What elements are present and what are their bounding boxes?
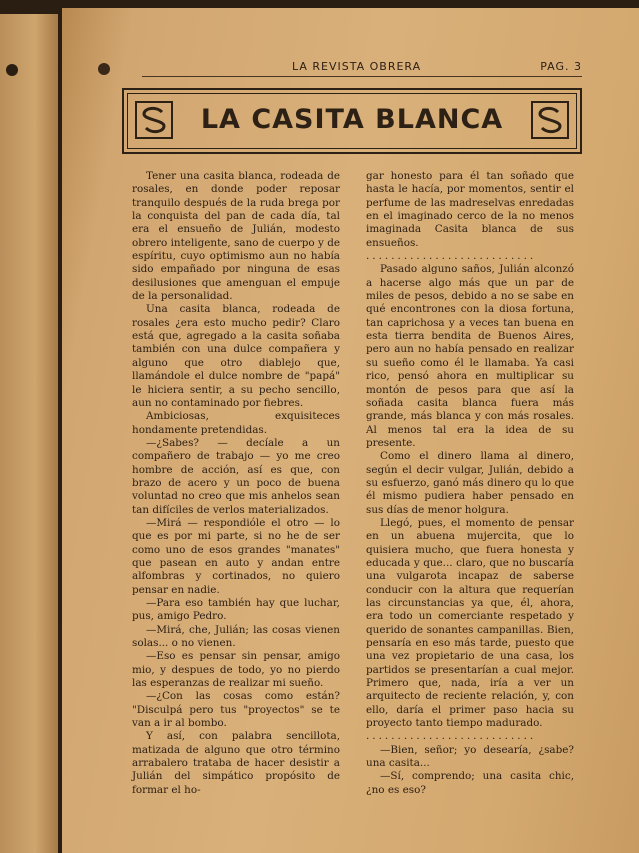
paragraph: Una casita blanca, rodeada de rosales ¿era esto mucho pedir? Claro está que, agregado a la casita soñaba también con una dulce compañera y alguno que otro diablejo que, llamándole el dulce nombre de "papá" le hiciera sentir, a su pecho sencillo, aun no contaminado por fiebres. (132, 303, 340, 409)
paragraph: —Bien, señor; yo desearía, ¿sabe? una casita... (366, 743, 574, 770)
title-frame (122, 88, 582, 154)
magazine-page (62, 8, 639, 853)
paragraph: Tener una casita blanca, rodeada de rosales, en donde poder reposar tranquilo después de la ruda brega por la conquista del pan de cada día, tal era el ensueño de Julián, modesto obrero inteligente, sano de cuerpo y de espíritu, cuyo optimismo aun no había sido empañado por ninguna de esas desilusiones que amenguan el empuje de la personalidad. (132, 170, 340, 303)
article-column-1 (132, 170, 340, 797)
article-title: LA CASITA BLANCA (200, 104, 504, 135)
paragraph: —Eso es pensar sin pensar, amigo mio, y despues de todo, yo no pierdo las esperanzas de realizar mi sueño. (132, 650, 340, 690)
paragraph: Ambiciosas, exquisiteces hondamente pretendidas. (132, 410, 340, 436)
paragraph: Llegó, pues, el momento de pensar en un abuena mujercita, que lo quisiera mucho, que fuera honesta y educada y que... claro, que no buscaría una vulgarota incapaz de saberse conducir con la altura que requerían las circunstancias ya que, él, ahora, era todo un comerciante respetado y querido de sonantes campanillas. Bien, pensaría en eso más tarde, puesto que una vez propietario de una casa, los partidos se presentarían a cual mejor. Primero que, nada, iría a ver un arquitecto de reciente relación, y, con ello, daría el primer paso hacia su proyecto tanto tiempo madurado. (366, 516, 574, 730)
binding-hole (6, 64, 18, 76)
page-number: PAG. 3 (540, 60, 582, 73)
paragraph: Y así, con palabra sencillota, matizada de alguno que otro término arrabalero trataba de hacer desistir a Julián del simpático propósito de formar el ho- (132, 730, 340, 796)
publication-name: LA REVISTA OBRERA (292, 60, 422, 73)
paragraph: —Mirá, che, Julián; las cosas vienen solas... o no vienen. (132, 623, 340, 650)
paragraph: —¿Con las cosas como están? "Disculpá pero tus "proyectos" se te van a ir al bombo. (132, 690, 340, 730)
paragraph: —Para eso también hay que luchar, pus, amigo Pedro. (132, 597, 340, 623)
binding-hole (98, 63, 110, 75)
paragraph: gar honesto para él tan soñado que hasta le hacía, por momentos, sentir el perfume de las madreselvas enredadas en el imaginado cerco de la no menos imaginada Casita blanca de sus ensueños. (366, 170, 574, 249)
paragraph: —¿Sabes? — decíale a un compañero de trabajo — yo me creo hombre de acción, así es que, con brazo de acero y un poco de buena voluntad no creo que mis anhelos sean tan difíciles de verlos materializados. (132, 436, 340, 516)
scroll-ornament-icon (134, 100, 174, 140)
section-separator: ........................... (366, 250, 537, 263)
section-separator: ........................... (366, 730, 537, 743)
paragraph: Como el dinero llama al dinero, según el decir vulgar, Julián, debido a su esfuerzo, ganó más dinero qu lo que él mismo pudiera haber pensado en sus días de menor holgura. (366, 450, 574, 516)
paragraph: —Sí, comprendo; una casita chic, ¿no es eso? (366, 770, 574, 796)
paragraph: —Mirá — respondióle el otro — lo que es por mi parte, si no he de ser como uno de esos grandes "manates" que pasean en auto y andan entre alfombras y cortinados, no quiero pensar en nadie. (132, 516, 340, 596)
scroll-ornament-icon (530, 100, 570, 140)
article-column-2 (366, 170, 574, 797)
paragraph: Pasado alguno saños, Julián alconzó a hacerse algo más que un par de miles de pesos, debido a no se sabe en qué encontrones con la diosa fortuna, tan caprichosa y a veces tan buena en esta tierra bendita de Buenos Aires, pero aun no había pensado en realizar su sueño como él le llamaba. Ya casi rico, pensó ahora en multiplicar su montón de pesos para que así la soñada casita blanca fuera más grande, más blanca y con más rosales. Al menos tal era la idea de su presente. (366, 263, 574, 449)
facing-page-edge (0, 14, 58, 853)
running-header (142, 58, 582, 77)
